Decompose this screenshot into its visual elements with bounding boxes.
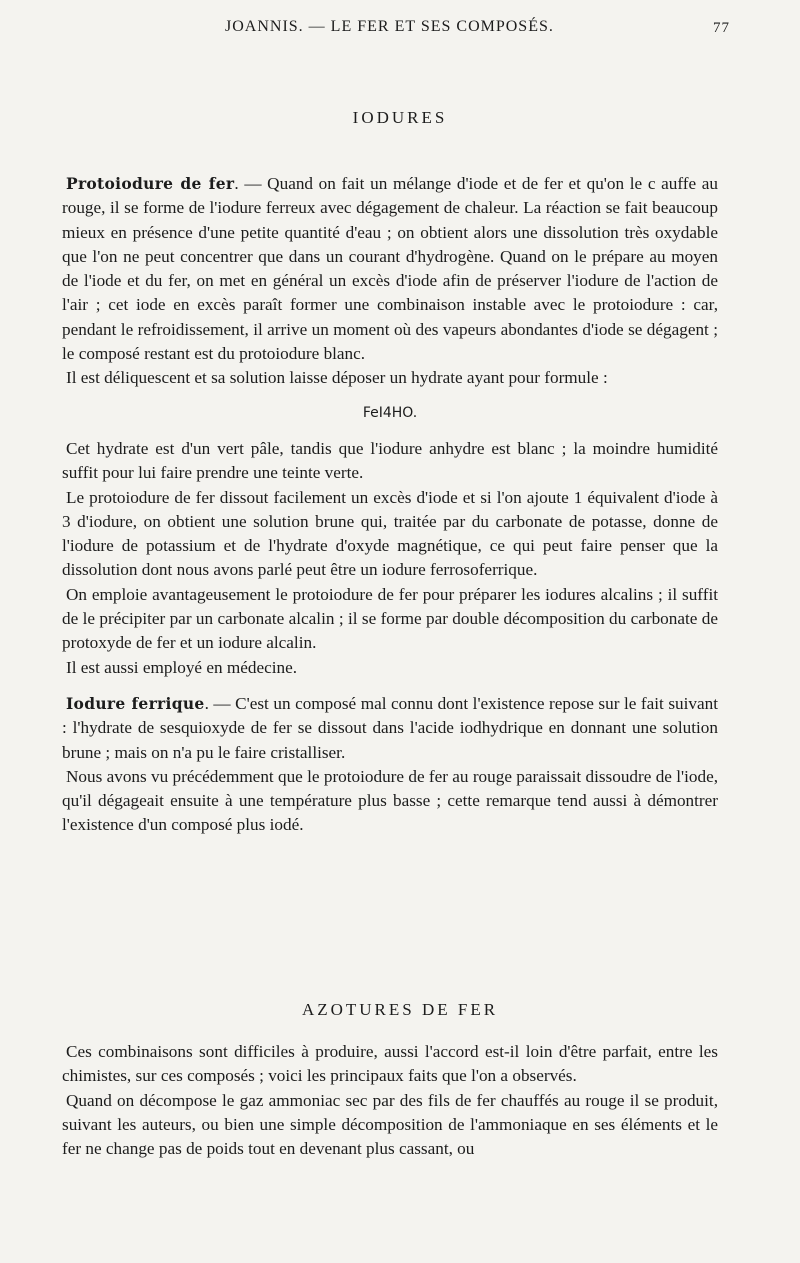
paragraph: Ces combinaisons sont difficiles à produire, aussi l'accord est-il loin d'être parfait, entre les chimistes, sur ces composés ; voici les principaux faits que l'on a observés. [62,1042,718,1086]
running-title: JOANNIS. — LE FER ET SES COMPOSÉS. [225,18,554,35]
chemical-formula: FeI4HO. [362,404,418,421]
paragraph-text: . — C'est un composé mal connu dont l'existence repose sur le fait suivant : l'hydrate de sesquioxyde de fer se dissout dans l'acide iodhydrique en donnant une solution brune ; mais on n'a pu le faire cristalliser. [62,693,719,762]
paragraph: Quand on décompose le gaz ammoniac sec par des fils de fer chauffés au rouge il se produit, suivant les auteurs, ou bien une simple décomposition de l'ammoniaque en ses éléments et le fer ne change pas de poids tout en devenant plus cassant, ou [62,1090,718,1159]
page-header [60,18,730,44]
paragraph: Il est déliquescent et sa solution laisse déposer un hydrate ayant pour formule : [66,368,608,388]
paragraph-iodure-ferrique [62,692,718,765]
azotures-section [62,1040,718,1161]
paragraph: Cet hydrate est d'un vert pâle, tandis que l'iodure anhydre est blanc ; la moindre humidité suffit pour lui faire prendre une teinte verte. [62,438,718,483]
paragraph-protoiodure [62,172,718,366]
paragraph: Nous avons vu précédemment que le protoiodure de fer au rouge paraissait dissoudre de l'iode, qu'il dégageait ensuite à une température plus basse ; cette remarque tend aussi à démontrer l'existence d'un composé plus iodé. [62,766,718,835]
section-title-iodures: IODURES [352,108,448,127]
section-title-azotures: AZOTURES DE FER [301,1000,499,1019]
paragraph-lead-iodure-ferrique: Iodure ferrique [66,693,205,713]
paragraph: Il est aussi employé en médecine. [66,657,297,677]
paragraph-lead-protoiodure: Protoiodure de fer [66,174,235,193]
spacer [62,680,718,692]
paragraph: Le protoiodure de fer dissout facilement un excès d'iode et si l'on ajoute 1 équivalent d'iode à 3 d'iodure, on obtient une solution brune qui, traitée par du carbonate de potasse, donne de l'iodure de potassium et de l'hydrate d'oxyde magnétique, ce qui peut faire penser que la dissolution dont nous avons parlé peut être un iodure ferrosoferrique. [62,487,718,580]
iodures-section [62,172,718,838]
page-number: 77 [713,20,730,36]
paragraph: On emploie avantageusement le protoiodure de fer pour préparer les iodures alcalins ; il suffit de le précipiter par un carbonate alcalin ; il se forme par double décomposition du carbonate de protoxyde de fer et un iodure alcalin. [62,584,718,653]
paragraph-text: . — Quand on fait un mélange d'iode et de fer et qu'on le c auffe au rouge, il se forme de l'iodure ferreux avec dégagement de chaleur. La réaction se fait beaucoup mieux en présence d'une petite quantité d'eau ; on obtient alors une dissolution très oxydable que l'on ne peut concentrer que dans un courant d'hydrogène. Quand on le prépare au moyen de l'iode et du fer, on met en général un excès d'iode afin de préserver l'iodure de l'action de l'air ; cet iode en excès paraît former une combinaison instable avec le protoiodure : car, pendant le refroidissement, il arrive un moment où des vapeurs abondantes d'iode se dégagent ; le composé restant est du protoiodure blanc. [62,174,718,364]
